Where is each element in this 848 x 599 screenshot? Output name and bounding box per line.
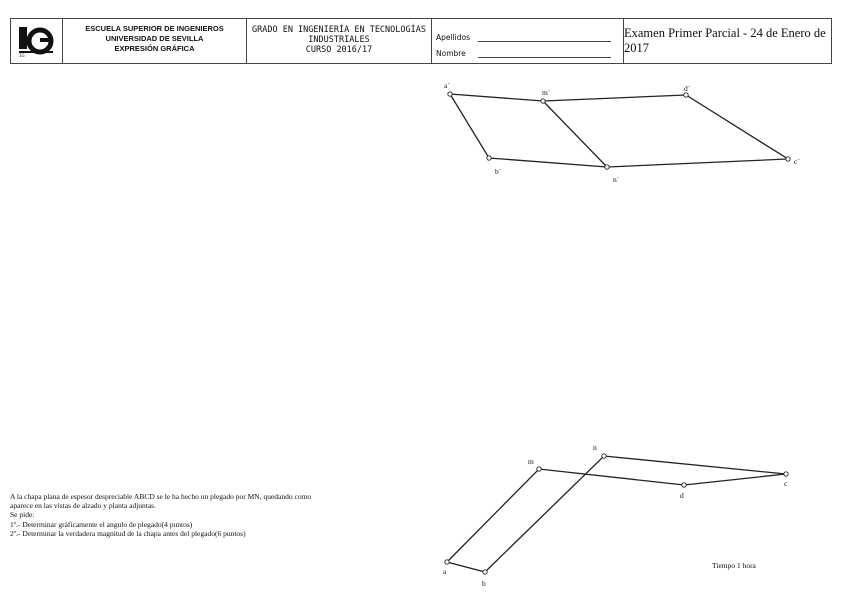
elevation-points: [448, 92, 790, 169]
plan-view: [447, 456, 786, 572]
point-b-plan: [483, 570, 487, 574]
point-d-plan: [682, 483, 686, 487]
point-c-plan: [784, 472, 788, 476]
elevation-outline: [450, 94, 788, 167]
label-m-elev: m´: [542, 88, 551, 97]
label-n-plan: n: [593, 443, 597, 452]
plan-points: [445, 454, 788, 574]
elevation-fold-line: [543, 101, 607, 167]
label-c-plan: c: [784, 479, 788, 488]
logo-text: 1G: [18, 53, 25, 58]
label-m-plan: m: [528, 457, 534, 466]
point-a-plan: [445, 560, 449, 564]
label-n-elev: n´: [613, 175, 620, 184]
problem-statement: [10, 492, 390, 538]
label-b-plan: b: [482, 579, 486, 588]
school-line-2: UNIVERSIDAD DE SEVILLA: [105, 34, 204, 43]
school-line-1: ESCUELA SUPERIOR DE INGENIEROS: [85, 24, 224, 33]
problem-intro-line-1: A la chapa plana de espesor despreciable ABCD se le ha hecho un plegado por MN, quedando como: [10, 492, 312, 501]
school-line-3: EXPRESIÓN GRÁFICA: [114, 44, 195, 53]
problem-ask: Se pide:: [10, 510, 35, 520]
problem-intro-line-2: aparece en las vistas de alzado y planta adjuntas.: [10, 501, 156, 511]
degree-line-1: GRADO EN INGENIERÍA EN TECNOLOGÍAS: [252, 25, 426, 35]
time-note: Tiempo 1 hora: [712, 561, 756, 570]
point-a-elev: [448, 92, 452, 96]
point-n-elev: [605, 165, 609, 169]
plan-outline: [447, 456, 786, 572]
problem-item-1: 1º.- Determinar gráficamente el angulo de plegado(4 puntos): [10, 519, 193, 529]
exam-title: Examen Primer Parcial - 24 de Enero de 2017: [624, 26, 826, 55]
point-d-elev: [684, 93, 688, 97]
label-c-elev: c´: [794, 157, 800, 166]
point-n-plan: [602, 454, 606, 458]
degree-line-3: CURSO 2016/17: [305, 45, 373, 55]
name-label: Nombre: [436, 49, 466, 58]
label-b-elev: b´: [495, 167, 502, 176]
label-a-plan: a: [443, 567, 447, 576]
point-m-plan: [537, 467, 541, 471]
point-c-elev: [786, 157, 790, 161]
problem-item-2: 2º.- Determinar la verdadera magnitud de la chapa antes del plegado(6 puntos): [10, 528, 246, 538]
point-m-elev: [541, 99, 545, 103]
degree-line-2: INDUSTRIALES: [308, 35, 370, 45]
point-b-elev: [487, 156, 491, 160]
label-d-plan: d: [680, 491, 684, 500]
surname-label: Apellidos: [436, 33, 471, 42]
label-d-elev: d´: [684, 84, 691, 93]
elevation-view: [450, 94, 788, 167]
label-a-elev: a´: [444, 81, 450, 90]
